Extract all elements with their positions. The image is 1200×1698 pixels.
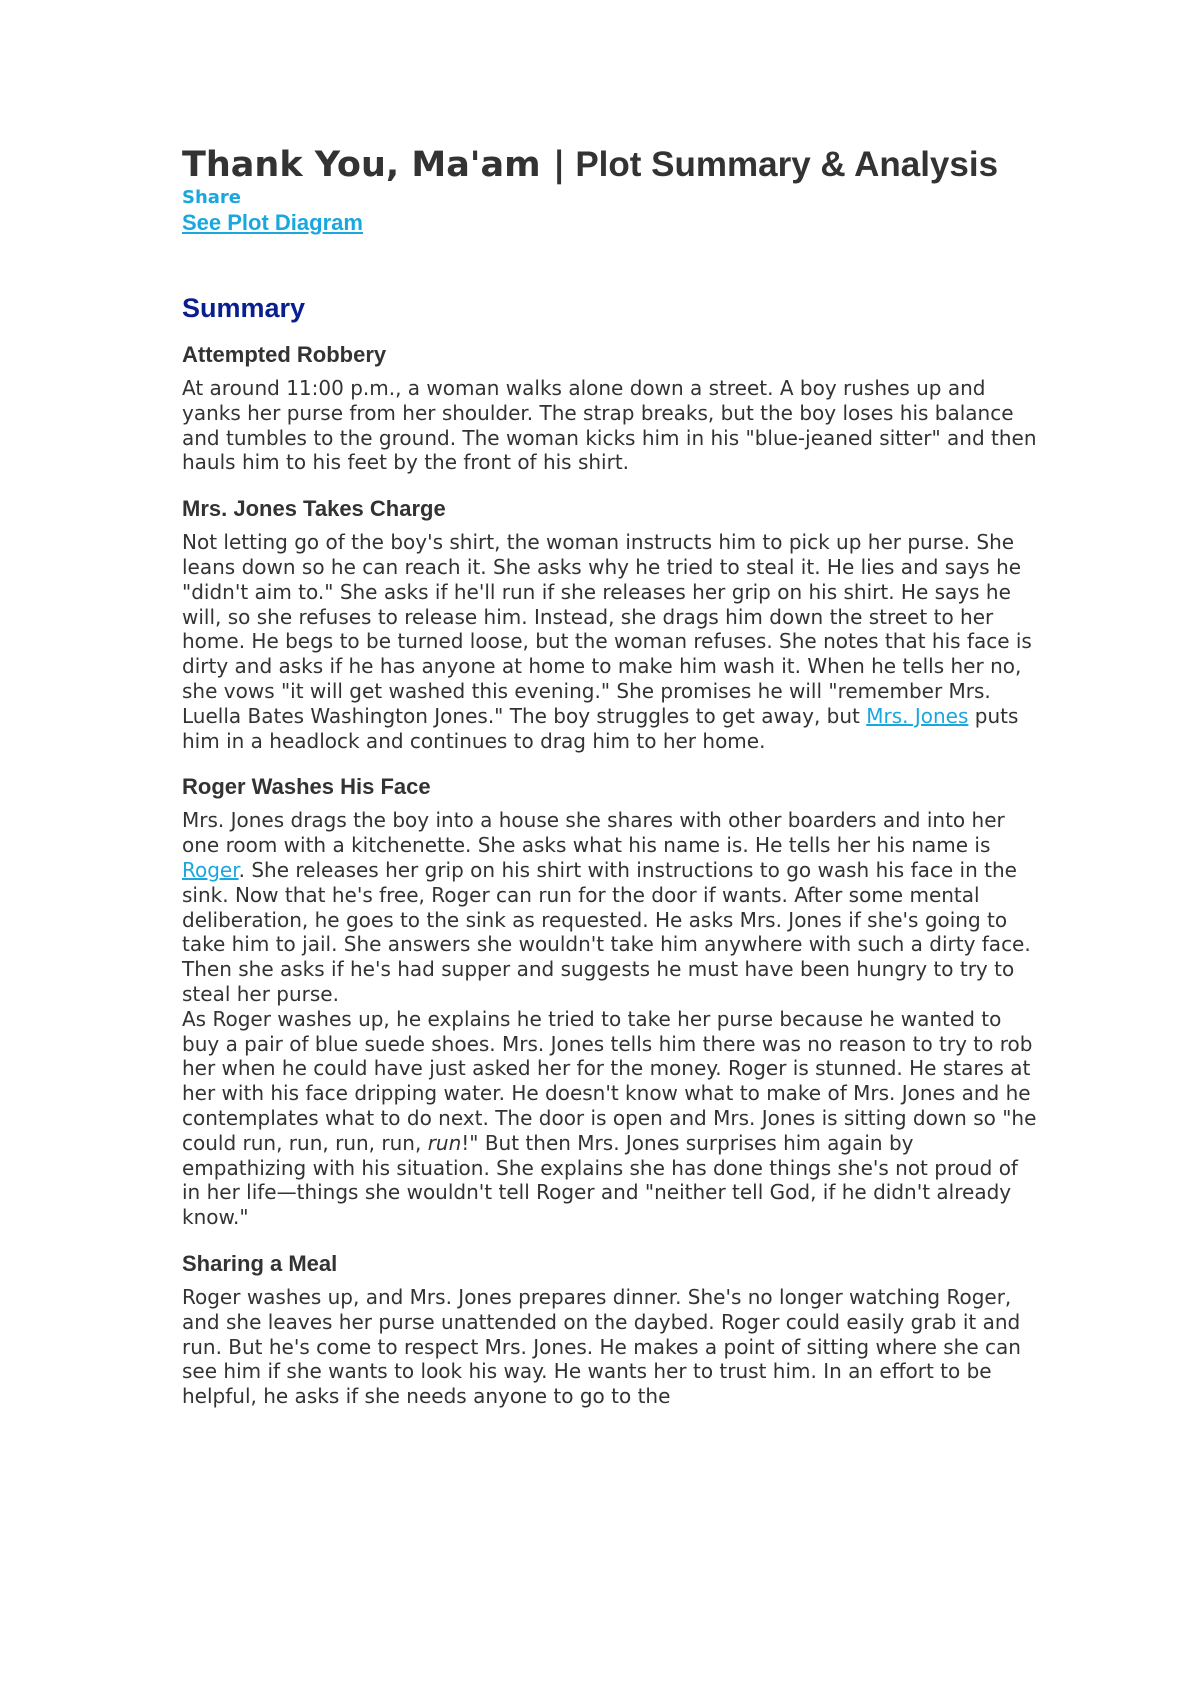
section-paragraph: Roger washes up, and Mrs. Jones prepares dinner. She's no longer watching Roger, and she leaves her purse unattended on the daybed. Roger could easily grab it and run. But he's come to respect Mrs. Jones. He makes a point of sitting where she can see him if she wants to look his way. He wants her to trust him. In an effort to be helpful, he asks if she needs anyone to go to the (182, 1284, 1021, 1409)
page-title-rest: Plot Summary & Analysis (565, 145, 999, 184)
section-paragraph (182, 1007, 1042, 1230)
paragraph-text: puts him in a headlock and continues to drag him to her home. (182, 703, 1019, 753)
emphasis-text: run (427, 1130, 462, 1155)
section-paragraph: At around 11:00 p.m., a woman walks alone down a street. A boy rushes up and yanks her purse from her shoulder. The strap breaks, but the boy loses his balance and tumbles to the ground. The woman kicks him in his "blue-jeaned sitter" and then hauls him to his feet by the front of his shirt. (182, 376, 1037, 475)
roger-link[interactable]: Roger (182, 857, 239, 882)
section-heading: Sharing a Meal (182, 1250, 338, 1276)
section-mrs-jones-takes-charge (182, 495, 1042, 753)
section-paragraph (182, 530, 1042, 753)
document-page (182, 142, 1042, 1409)
paragraph-text: Not letting go of the boy's shirt, the woman instructs him to pick up her purse. She leans down so he can reach it. She asks why he tried to steal it. He lies and says he "didn't aim to." She asks if he'll run if she releases her grip on his shirt. He says he will, so she refuses to release him. Instead, she drags him down the street to her home. He begs to be turned loose, but the woman refuses. She notes that his face is dirty and asks if he has anyone at home to make him wash it. When he tells her no, she vows "it will get washed this evening." She promises he will "remember Mrs. Luella Bates Washington Jones." The boy struggles to get away, but (182, 530, 1032, 728)
mrs-jones-link[interactable]: Mrs. Jones (866, 703, 969, 728)
summary-heading: Summary (182, 293, 306, 323)
section-roger-washes-his-face (182, 773, 1042, 1230)
paragraph-text: . She releases her grip on his shirt with instructions to go wash his face in the sink. Now that he's free, Roger can run for the door if wants. After some mental deliberation, he goes to the sink as requested. He asks Mrs. Jones if she's going to take him to jail. She answers she wouldn't take him anywhere with such a dirty face. Then she asks if he's had supper and suggests he must have been hungry to try to steal her purse. (182, 857, 1031, 1006)
see-plot-diagram-link[interactable]: See Plot Diagram (182, 210, 363, 235)
section-sharing-a-meal (182, 1250, 1042, 1409)
section-heading: Roger Washes His Face (182, 774, 431, 800)
page-title-main: Thank You, Ma'am | (182, 145, 566, 185)
share-link[interactable]: Share (182, 187, 242, 208)
page-title (182, 142, 1042, 188)
paragraph-text: !" But then Mrs. Jones surprises him again by empathizing with his situation. She explains she has done things she's not proud of in her life—things she wouldn't tell Roger and "neither tell God, if he didn't already know." (182, 1130, 1018, 1230)
section-heading: Mrs. Jones Takes Charge (182, 496, 446, 522)
section-paragraph (182, 808, 1042, 1006)
paragraph-text: Mrs. Jones drags the boy into a house she shares with other boarders and into her one room with a kitchenette. She asks what his name is. He tells her his name is (182, 808, 1005, 858)
section-attempted-robbery (182, 341, 1042, 475)
paragraph-text: As Roger washes up, he explains he tried to take her purse because he wanted to buy a pair of blue suede shoes. Mrs. Jones tells him there was no reason to try to rob her when he could have just asked her for the money. Roger is stunned. He stares at her with his face dripping water. He doesn't know what to make of Mrs. Jones and he contemplates what to do next. The door is open and Mrs. Jones is sitting down so "he could run, run, run, run, (182, 1006, 1037, 1155)
section-heading: Attempted Robbery (182, 342, 387, 367)
